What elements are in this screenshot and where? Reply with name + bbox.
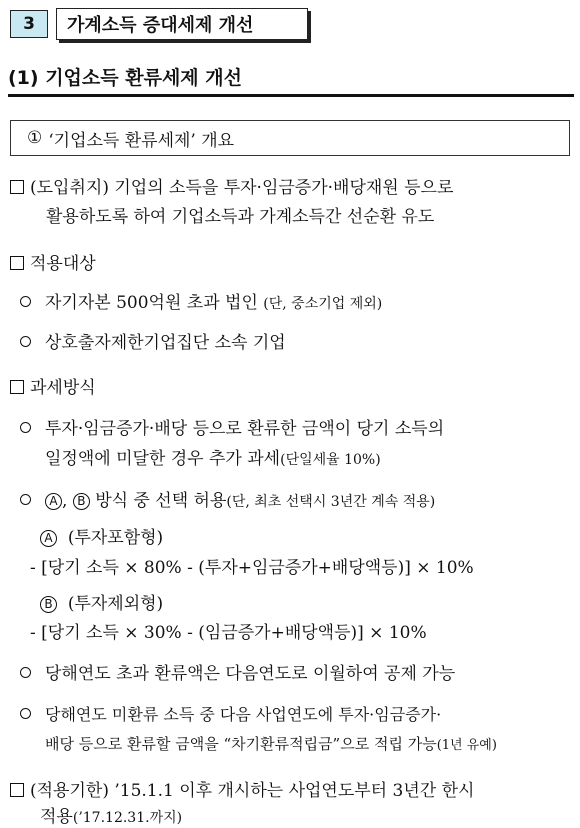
option-b-formula: - [당기 소득 × 30% - (임금증가+배당액등)] × 10% (30, 623, 427, 643)
target-item-2: 상호출자제한기업집단 소속 기업 (20, 335, 286, 352)
heading-underline (8, 94, 574, 97)
circled-b-marker: B (73, 493, 90, 510)
method-item-2: A , B 방식 중 선택 허용(단, 최초 선택시 3년간 계속 적용) (20, 493, 435, 510)
option-a-label: A (투자포함형) (40, 530, 163, 547)
method-heading: 과세방식 (10, 380, 96, 397)
section-number: 3 (10, 10, 48, 38)
target-item-1: 자기자본 500억원 초과 법인 (단, 중소기업 제외) (20, 295, 382, 312)
method-item-1-line-1: 투자·임금증가·배당 등으로 환류한 금액이 당기 소득의 (20, 421, 444, 438)
method-item-1-line-2: 일정액에 미달한 경우 추가 과세(단일세율 10%) (45, 449, 381, 469)
section-title: 가계소득 증대세제 개선 (56, 8, 308, 40)
circle-bullet-icon (20, 422, 31, 433)
circled-b-marker: B (40, 596, 57, 613)
circle-bullet-icon (20, 336, 31, 347)
method-item-4-line-1: 당해연도 미환류 소득 중 다음 사업연도에 투자·임금증가· (20, 707, 441, 723)
circled-a-marker: A (45, 493, 62, 510)
purpose-line-2: 활용하도록 하여 기업소득과 가계소득간 선순환 유도 (46, 207, 435, 227)
square-bullet-icon (10, 783, 24, 797)
circled-number-marker: ① (27, 128, 43, 148)
square-bullet-icon (10, 380, 24, 394)
circle-bullet-icon (20, 667, 31, 678)
purpose-line-1: (도입취지) 기업의 소득을 투자·임금증가·배당재원 등으로 (10, 180, 453, 197)
period-line-2: 적용(’17.12.31.까지) (40, 807, 183, 827)
option-a-formula: - [당기 소득 × 80% - (투자+임금증가+배당액등)] × 10% (30, 558, 474, 578)
circle-bullet-icon (20, 296, 31, 307)
square-bullet-icon (10, 180, 24, 194)
outline-title: ‘기업소득 환류세제’ 개요 (48, 130, 235, 151)
target-heading: 적용대상 (10, 256, 96, 273)
method-item-4-line-2: 배당 등으로 환류할 금액을 “차기환류적립금”으로 적립 가능(1년 유예) (45, 735, 497, 753)
option-b-label: B (투자제외형) (40, 596, 163, 613)
circled-a-marker: A (40, 530, 57, 547)
square-bullet-icon (10, 256, 24, 270)
subsection-heading: (1) 기업소득 환류세제 개선 (8, 67, 242, 89)
circle-bullet-icon (20, 708, 31, 719)
method-item-3: 당해연도 초과 환류액은 다음연도로 이월하여 공제 가능 (20, 666, 455, 683)
outline-title-box (10, 120, 570, 156)
period-line-1: (적용기한) ’15.1.1 이후 개시하는 사업연도부터 3년간 한시 (10, 783, 474, 800)
circle-bullet-icon (20, 494, 31, 505)
